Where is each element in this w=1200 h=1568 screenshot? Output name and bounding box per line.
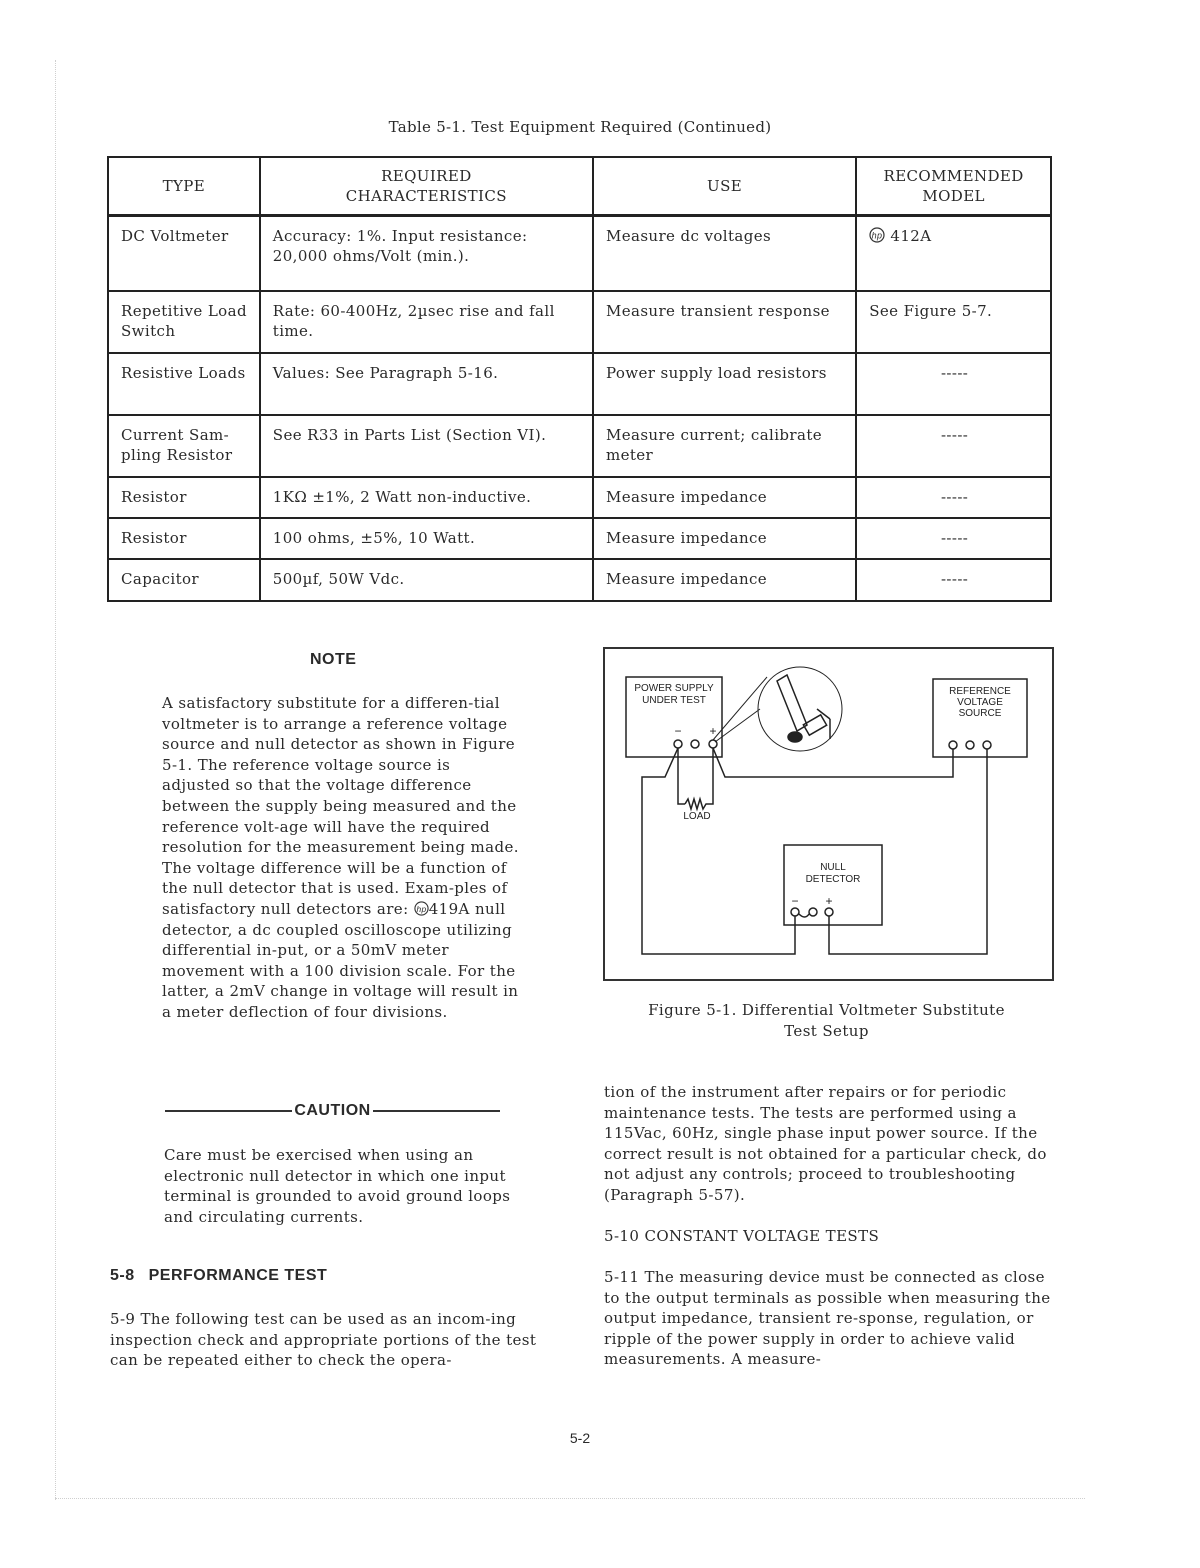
ref-label-line2: VOLTAGE bbox=[957, 697, 1003, 708]
wire-minus-to-null bbox=[642, 748, 795, 954]
cell-characteristics: 1KΩ ±1%, 2 Watt non-inductive. bbox=[260, 477, 593, 518]
cell-type: Resistive Loads bbox=[108, 353, 260, 415]
caution-rule-right bbox=[373, 1110, 500, 1112]
svg-text:hp: hp bbox=[871, 230, 883, 241]
header-use: USE bbox=[593, 157, 856, 216]
null-label-line2: DETECTOR bbox=[805, 874, 861, 885]
cell-type: Resistor bbox=[108, 518, 260, 559]
header-model: RECOMMENDED MODEL bbox=[856, 157, 1051, 216]
wire-plus-to-reference bbox=[713, 748, 953, 777]
section-heading-5-10: 5-10 CONSTANT VOLTAGE TESTS bbox=[604, 1227, 880, 1245]
cell-model: See Figure 5-7. bbox=[856, 291, 1051, 353]
psu-label-line2: UNDER TEST bbox=[642, 695, 706, 706]
cell-model: ----- bbox=[856, 559, 1051, 601]
table-caption: Table 5-1. Test Equipment Required (Continued) bbox=[388, 118, 772, 136]
cell-type: DC Voltmeter bbox=[108, 216, 260, 291]
hp-logo-icon bbox=[414, 900, 429, 918]
load-label: LOAD bbox=[683, 811, 711, 822]
cell-model: ----- bbox=[856, 415, 1051, 477]
cell-characteristics: 500µf, 50W Vdc. bbox=[260, 559, 593, 601]
figure-caption: Figure 5-1. Differential Voltmeter Substitute Test Setup bbox=[648, 1001, 1005, 1040]
table-row bbox=[108, 353, 1051, 415]
scan-edge-left bbox=[55, 60, 57, 1500]
cell-characteristics: Accuracy: 1%. Input resistance: 20,000 ohms/Volt (min.). bbox=[260, 216, 593, 291]
header-type: TYPE bbox=[108, 157, 260, 216]
paragraph-5-9-continued: tion of the instrument after repairs or for periodic maintenance tests. The tests are performed using a 115Vac, 60Hz, single phase input power source. If the correct result is not obtained for a particular check, do not adjust any controls; proceed to troubleshooting (Paragraph 5-57). bbox=[604, 1083, 1047, 1204]
test-equipment-table bbox=[107, 156, 1052, 602]
test-setup-diagram bbox=[605, 649, 1052, 979]
table-row bbox=[108, 216, 1051, 291]
cell-model: hp 412A bbox=[856, 216, 1051, 291]
cell-characteristics: 100 ohms, ±5%, 10 Watt. bbox=[260, 518, 593, 559]
page-number: 5-2 bbox=[569, 1430, 591, 1446]
cell-model: ----- bbox=[856, 477, 1051, 518]
cell-type: Resistor bbox=[108, 477, 260, 518]
cell-use: Measure transient response bbox=[593, 291, 856, 353]
cell-use: Power supply load resistors bbox=[593, 353, 856, 415]
caution-rule-left bbox=[165, 1110, 292, 1112]
table-row bbox=[108, 291, 1051, 353]
svg-text:hp: hp bbox=[416, 903, 427, 914]
cell-type: Repetitive Load Switch bbox=[108, 291, 260, 353]
ref-label-line1: REFERENCE bbox=[949, 686, 1011, 697]
section-heading-5-8: 5-8 PERFORMANCE TEST bbox=[110, 1267, 328, 1284]
psu-plus-label: + bbox=[709, 724, 717, 738]
table-row bbox=[108, 559, 1051, 601]
cell-type: Capacitor bbox=[108, 559, 260, 601]
cell-characteristics: See R33 in Parts List (Section VI). bbox=[260, 415, 593, 477]
paragraph-5-9: 5-9 The following test can be used as an incom-ing inspection check and appropriate portions of the test can be repeated either to check the opera- bbox=[110, 1310, 537, 1370]
hp-logo-icon bbox=[869, 227, 890, 245]
psu-label-line1: POWER SUPPLY bbox=[634, 683, 714, 694]
null-label-line1: NULL bbox=[820, 862, 846, 873]
figure-5-1-frame bbox=[603, 647, 1054, 981]
cell-use: Measure impedance bbox=[593, 518, 856, 559]
wire-reference-to-null bbox=[829, 749, 987, 954]
cell-characteristics: Values: See Paragraph 5-16. bbox=[260, 353, 593, 415]
ref-label-line3: SOURCE bbox=[958, 708, 1002, 719]
cell-model: ----- bbox=[856, 353, 1051, 415]
null-minus-label: − bbox=[791, 894, 799, 908]
table-row bbox=[108, 477, 1051, 518]
cell-use: Measure current; calibrate meter bbox=[593, 415, 856, 477]
cell-model: ----- bbox=[856, 518, 1051, 559]
cell-characteristics: Rate: 60-400Hz, 2µsec rise and fall time. bbox=[260, 291, 593, 353]
caution-heading: CAUTION bbox=[165, 1102, 500, 1120]
cell-use: Measure impedance bbox=[593, 477, 856, 518]
note-title: NOTE bbox=[310, 651, 357, 668]
table-header-row bbox=[108, 157, 1051, 216]
note-body: A satisfactory substitute for a differen-tial voltmeter is to arrange a reference voltage source and null detector as shown in Figure 5-1. The reference voltage source is adjusted so that the voltage difference between the supply being measured and the reference volt-age will have the required resolution for the measurement being made. The voltage difference will be a function of the null detector that is used. Exam-ples of satisfactory null detectors are: hp 419A null detector, a dc coupled oscilloscope utilizing differential in-put, or a 50mV meter movement with a 100 division scale. For the latter, a 2mV change in voltage will result in a meter deflection of four divisions. bbox=[162, 694, 519, 1021]
cell-use: Measure impedance bbox=[593, 559, 856, 601]
header-characteristics: REQUIRED CHARACTERISTICS bbox=[260, 157, 593, 216]
cell-use: Measure dc voltages bbox=[593, 216, 856, 291]
caution-body: Care must be exercised when using an electronic null detector in which one input terminal is grounded to avoid ground loops and circulating currents. bbox=[164, 1146, 511, 1226]
null-plus-label: + bbox=[825, 894, 833, 908]
paragraph-5-11: 5-11 The measuring device must be connected as close to the output terminals as possible when measuring the output impedance, transient re-sponse, regulation, or ripple of the power supply in order to achieve valid measurements. A measure- bbox=[604, 1268, 1051, 1369]
psu-minus-label: − bbox=[674, 724, 682, 738]
table-row bbox=[108, 518, 1051, 559]
scan-edge-bottom bbox=[55, 1498, 1085, 1500]
cell-type: Current Sam-pling Resistor bbox=[108, 415, 260, 477]
table-row bbox=[108, 415, 1051, 477]
